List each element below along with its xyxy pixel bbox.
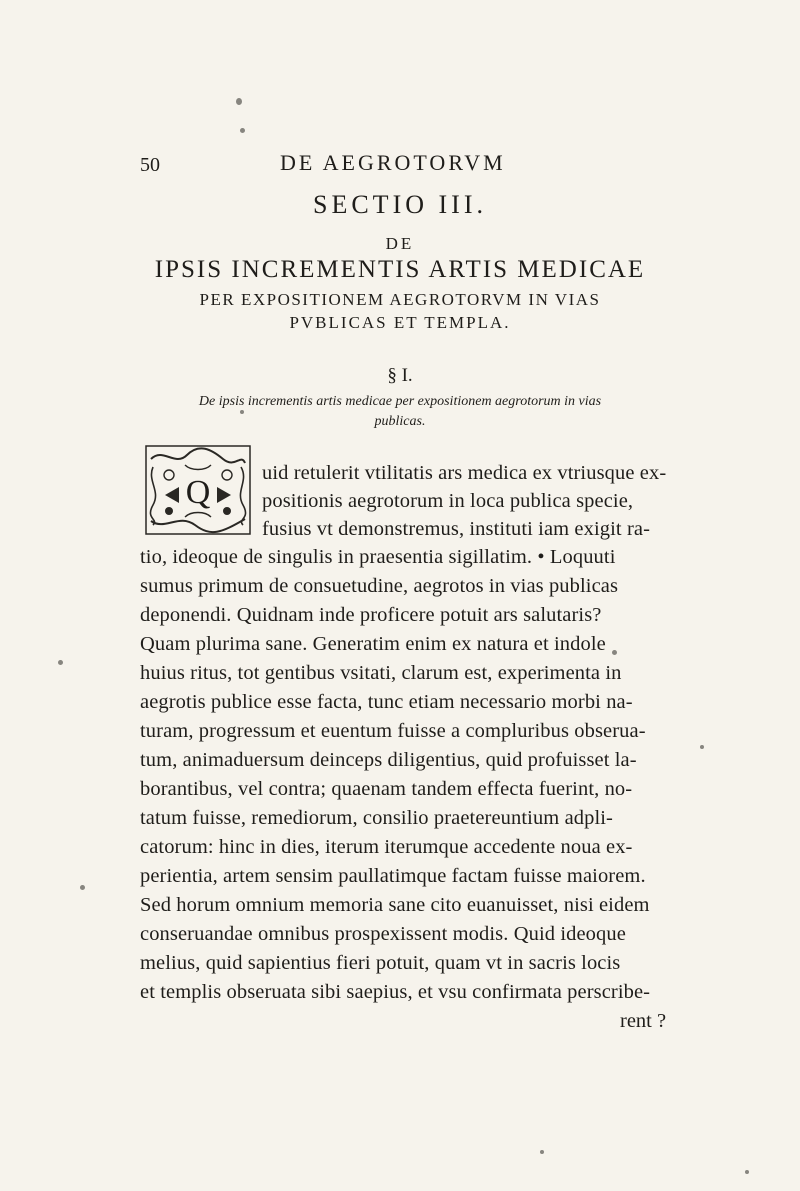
text-line: melius, quid sapientius fieri potuit, quam vt in sacris locis <box>140 952 621 974</box>
text-line: sumus primum de consuetudine, aegrotos in vias publicas <box>140 575 619 597</box>
text-line: uid retulerit vtilitatis ars medica ex vtriusque ex- <box>262 462 667 484</box>
text-line: aegrotis publice esse facta, tunc etiam necessario morbi na- <box>140 691 633 713</box>
text-line: et templis obseruata sibi saepius, et vsu confirmata perscribe- <box>140 981 651 1003</box>
subtitle-line-2: PVBLICAS ET TEMPLA. <box>289 313 511 332</box>
summary-line-1: De ipsis incrementis artis medicae per expositionem aegrotorum in vias <box>198 394 602 409</box>
ornament-icon <box>145 445 251 535</box>
text-line: Sed horum omnium memoria sane cito euanuisset, nisi eidem <box>140 894 650 916</box>
text-line: borantibus, vel contra; quaenam tandem effecta fuerint, no- <box>140 778 633 800</box>
main-title: IPSIS INCREMENTIS ARTIS MEDICAE <box>154 256 646 283</box>
paper-speck <box>58 660 63 665</box>
text-line: conseruandae omnibus prospexissent modis. Quid ideoque <box>140 923 626 945</box>
section-summary <box>130 392 670 432</box>
text-line: turam, progressum et euentum fuisse a compluribus obserua- <box>140 720 646 742</box>
text-line: tatum fuisse, remediorum, consilio praetereuntium adpli- <box>140 807 613 829</box>
initial-letter: Q <box>185 474 211 511</box>
decorated-initial <box>145 445 251 535</box>
running-head <box>140 150 700 180</box>
text-line: tio, ideoque de singulis in praesentia sigillatim. • Loquuti <box>140 546 616 568</box>
text-line: positionis aegrotorum in loca publica specie, <box>262 490 634 512</box>
paper-speck <box>540 1150 544 1154</box>
text-line: perientia, artem sensim paullatimque factam fuisse maiorem. <box>140 865 646 887</box>
page-number: 50 <box>140 154 160 176</box>
paper-speck <box>236 98 242 105</box>
text-line: fusius vt demonstremus, instituti iam exigit ra- <box>262 518 650 540</box>
paragraph-mark: § I. <box>387 365 413 386</box>
paper-speck <box>80 885 85 890</box>
paper-speck <box>612 650 617 655</box>
subtitle-line-1: PER EXPOSITIONEM AEGROTORVM IN VIAS <box>199 290 601 309</box>
summary-line-2: publicas. <box>374 414 426 429</box>
running-title: DE AEGROTORVM <box>280 150 506 175</box>
heading-de: DE <box>385 234 415 253</box>
paper-speck <box>240 410 244 414</box>
last-text-line: rent ? <box>620 1010 667 1032</box>
paper-speck <box>700 745 704 749</box>
paper-speck <box>240 128 245 133</box>
text-line: tum, animaduersum deinceps diligentius, quid profuisset la- <box>140 749 637 771</box>
text-line: deponendi. Quidnam inde proficere potuit ars salutaris? <box>140 604 602 626</box>
text-line: catorum: hinc in dies, iterum iterumque accedente noua ex- <box>140 836 633 858</box>
section-heading: SECTIO III. <box>313 190 487 219</box>
text-line: huius ritus, tot gentibus vsitati, clarum est, experimenta in <box>140 662 622 684</box>
text-line: Quam plurima sane. Generatim enim ex natura et indole <box>140 633 606 655</box>
paper-speck <box>745 1170 749 1174</box>
